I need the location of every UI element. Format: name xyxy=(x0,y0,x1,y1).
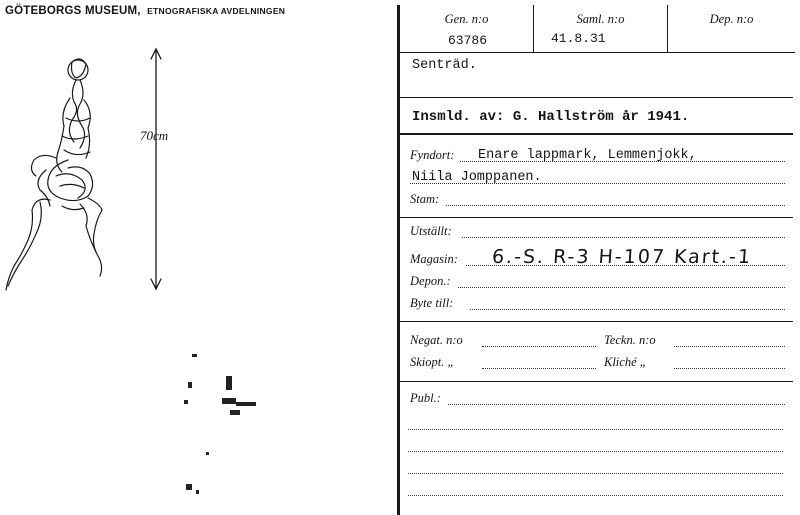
dotted-line xyxy=(446,205,785,206)
divider-line xyxy=(400,381,793,382)
dotted-line xyxy=(470,309,785,310)
blank-dotted-line xyxy=(408,495,783,496)
paper-specks xyxy=(170,340,290,510)
stam-label: Stam: xyxy=(410,192,440,206)
museum-header xyxy=(5,5,285,17)
byte-field xyxy=(410,295,785,313)
gen-number-value: 63786 xyxy=(448,33,488,48)
byte-label: Byte till: xyxy=(410,296,454,310)
catalogue-card xyxy=(397,5,792,515)
fyndort-field xyxy=(410,147,785,165)
skiopt-kliche-row xyxy=(410,354,785,372)
gen-number-cell xyxy=(400,5,534,53)
dotted-line xyxy=(462,237,785,238)
fyndort-label: Fyndort: xyxy=(410,148,455,162)
teckn-label: Teckn. n:o xyxy=(604,333,656,347)
dotted-line xyxy=(458,287,785,288)
card-number-row xyxy=(400,5,795,53)
saml-number-value: 41.8.31 xyxy=(551,31,606,46)
museum-name: GÖTEBORGS MUSEUM, xyxy=(5,5,141,17)
publ-label: Publ.: xyxy=(410,391,441,405)
fyndort-continuation xyxy=(410,169,785,187)
depon-label: Depon.: xyxy=(410,274,451,288)
dotted-line xyxy=(448,404,785,405)
blank-dotted-line xyxy=(408,473,783,474)
negat-label: Negat. n:o xyxy=(410,333,463,347)
stam-field xyxy=(410,191,785,209)
utstallt-label: Utställt: xyxy=(410,224,452,238)
object-name: Senträd. xyxy=(412,58,477,73)
negat-teckn-row xyxy=(410,332,785,350)
kliche-label: Kliché „ xyxy=(604,355,647,369)
fyndort-value: Enare lappmark, Lemmenjokk, xyxy=(478,148,697,163)
magasin-value: 6.-S. R-3 H-107 Kart.-1 xyxy=(491,246,753,268)
dotted-line xyxy=(482,368,596,369)
dotted-line xyxy=(674,368,785,369)
blank-dotted-line xyxy=(408,451,783,452)
saml-number-cell xyxy=(534,5,668,53)
dep-number-cell xyxy=(668,5,795,53)
dep-number-label: Dep. n:o xyxy=(709,12,754,26)
department-name: ETNOGRAFISKA AVDELNINGEN xyxy=(147,6,286,16)
divider-line xyxy=(400,321,793,322)
acquisition-text: Insmld. av: G. Hallström år 1941. xyxy=(412,109,690,125)
divider-line xyxy=(400,217,793,218)
publ-field xyxy=(410,390,785,408)
measurement-label: 70cm xyxy=(140,128,169,143)
divider-line xyxy=(400,97,793,98)
dotted-line xyxy=(482,346,596,347)
fyndort-value-line2: Niila Jomppanen. xyxy=(412,170,542,185)
saml-number-label: Saml. n:o xyxy=(576,12,625,26)
skiopt-label: Skiopt. „ xyxy=(410,355,455,369)
measurement-arrow xyxy=(140,45,180,295)
gen-number-label: Gen. n:o xyxy=(444,12,489,26)
magasin-field xyxy=(410,245,785,269)
utstallt-field xyxy=(410,223,785,241)
magasin-label: Magasin: xyxy=(410,252,458,266)
blank-dotted-line xyxy=(408,429,783,430)
depon-field xyxy=(410,273,785,291)
divider-line xyxy=(400,133,793,135)
dotted-line xyxy=(674,346,785,347)
